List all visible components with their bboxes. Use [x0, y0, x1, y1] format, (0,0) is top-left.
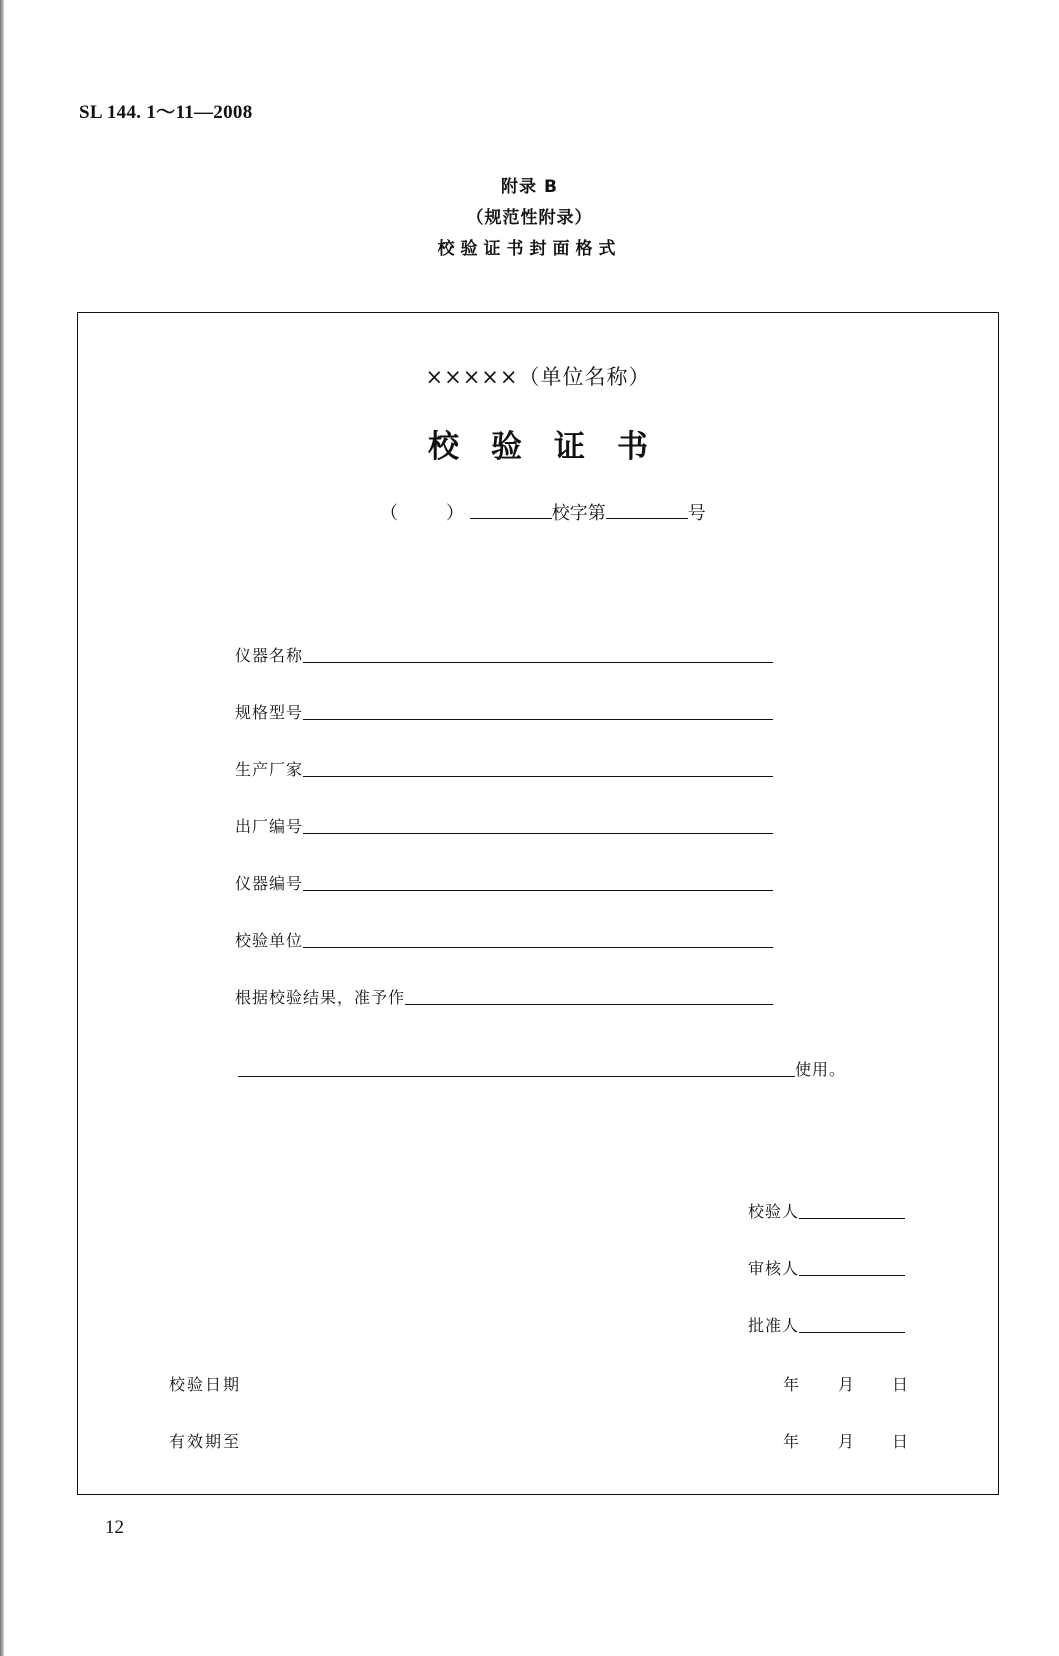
field-manufacturer — [235, 757, 773, 780]
year-label: 年 — [783, 1432, 800, 1451]
field-label: 出厂编号 — [235, 817, 304, 836]
field-label: 根据校验结果，准予作 — [235, 988, 406, 1007]
field-calibration-unit — [235, 928, 773, 951]
field-model — [235, 700, 773, 723]
day-label: 日 — [892, 1432, 909, 1451]
valid-until-fields[interactable] — [783, 1429, 908, 1452]
signature-reviewer — [748, 1256, 905, 1279]
use-blank[interactable] — [238, 1076, 795, 1077]
field-label: 规格型号 — [235, 703, 304, 722]
prefix-blank[interactable] — [470, 500, 552, 519]
field-serial-number — [235, 814, 773, 837]
number-suffix: 号 — [687, 503, 706, 524]
signature-blank[interactable] — [799, 1275, 905, 1276]
signature-blank[interactable] — [799, 1218, 905, 1219]
calibration-date-fields[interactable] — [783, 1372, 908, 1395]
appendix-subject: 校验证书封面格式 — [437, 239, 622, 259]
certificate-title: 校验证书 — [428, 429, 680, 465]
signature-calibrator — [748, 1199, 905, 1222]
field-blank[interactable] — [303, 832, 773, 834]
use-suffix: 使用。 — [795, 1060, 847, 1079]
number-blank[interactable] — [606, 500, 688, 519]
signature-blank[interactable] — [799, 1332, 905, 1333]
field-label: 校验单位 — [235, 931, 304, 950]
field-approved-use — [235, 985, 773, 1008]
field-blank[interactable] — [303, 946, 773, 948]
field-label: 仪器名称 — [235, 646, 304, 665]
field-blank[interactable] — [303, 775, 773, 777]
year-label: 年 — [783, 1375, 800, 1394]
valid-until-label: 有效期至 — [169, 1432, 242, 1451]
field-blank[interactable] — [303, 889, 773, 891]
field-blank[interactable] — [303, 661, 773, 663]
month-label: 月 — [838, 1375, 855, 1394]
field-instrument-number — [235, 871, 773, 894]
page-number: 12 — [105, 1517, 124, 1538]
certificate-cover-frame — [77, 312, 999, 1495]
appendix-type: （规范性附录） — [466, 208, 593, 228]
field-blank[interactable] — [303, 718, 773, 720]
standard-code: SL 144. 1～11—2008 — [79, 102, 253, 123]
field-instrument-name — [235, 643, 773, 666]
signature-approver — [748, 1313, 905, 1336]
use-line — [238, 1057, 846, 1080]
field-label: 生产厂家 — [235, 760, 304, 779]
number-middle-text: 校字第 — [551, 503, 606, 524]
signature-label: 批准人 — [748, 1316, 800, 1335]
field-label: 仪器编号 — [235, 874, 304, 893]
certificate-number-line — [380, 499, 706, 525]
day-label: 日 — [892, 1375, 909, 1394]
unit-name: ×××××（单位名称） — [425, 365, 651, 389]
open-paren: （ — [380, 503, 398, 524]
appendix-title: 附录 B — [501, 177, 558, 197]
close-paren: ） — [446, 503, 464, 524]
field-blank[interactable] — [405, 1003, 773, 1005]
month-label: 月 — [838, 1432, 855, 1451]
signature-label: 审核人 — [748, 1259, 800, 1278]
calibration-date-label: 校验日期 — [169, 1375, 242, 1394]
signature-label: 校验人 — [748, 1202, 800, 1221]
